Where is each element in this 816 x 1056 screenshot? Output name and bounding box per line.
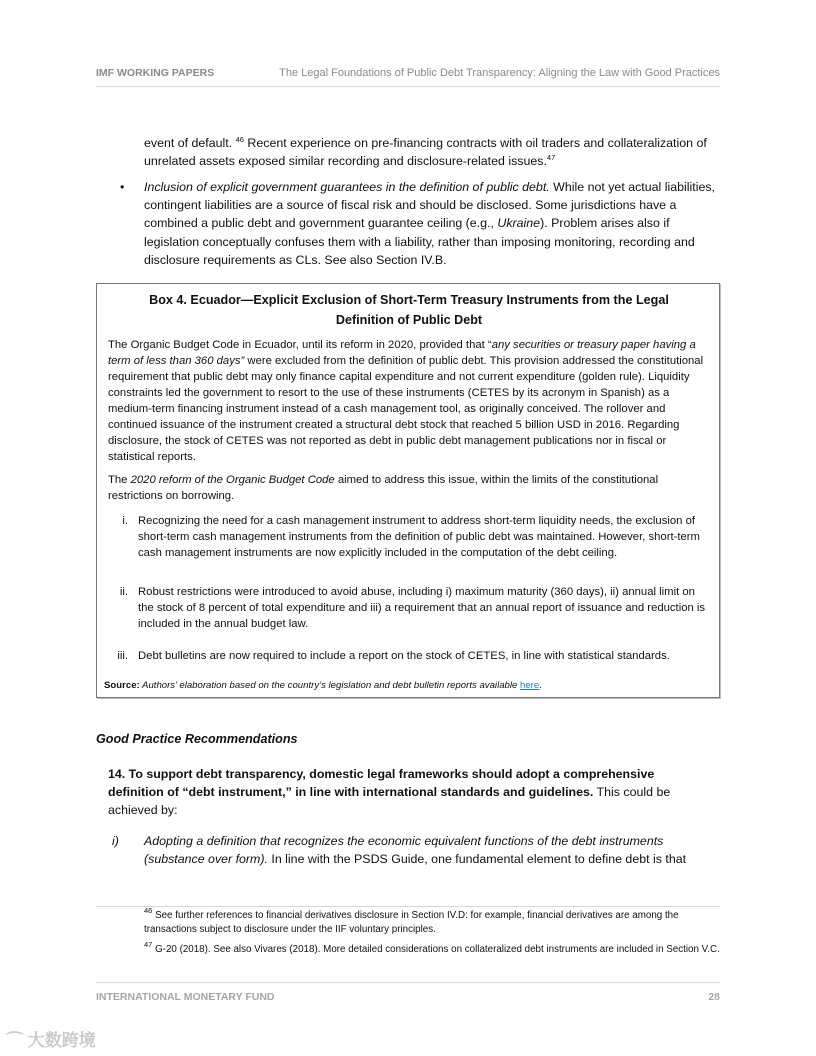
footnote-ref[interactable]: 46 — [235, 135, 244, 144]
footnote-divider — [96, 906, 720, 907]
footnote-46: $^{46}$ See further references to financial derivatives disclosure in Section IV.D: for example, financial derivatives are among the transactions subject to disclosure under the IIF voluntary principles. — [144, 906, 679, 935]
footer-divider — [96, 982, 720, 983]
footnote-47: $^{47}$ G-20 (2018). See also Vivares (2018). More detailed considerations on collateralized debt instruments are included in Section V.C. — [144, 940, 720, 955]
recommendation-item-i: Adopting a definition that recognizes the economic equivalent functions of the debt instruments (substance over form). In line with the PSDS Guide, one fundamental element to define debt is that — [144, 834, 687, 867]
section-heading: Good Practice Recommendations — [96, 732, 298, 746]
box-paragraph-1: The Organic Budget Code in Ecuador, until its reform in 2020, provided that “any securities or treasury paper having a term of less than 360 days” were excluded from the definition of public debt. This provision addressed the constitutional requirement that public debt may only finance capital expenditure and not current expenditure (golden rule). Liquidity constraints led the government to resort to the use of these instruments (CETES by its acronym in Spanish) as a medium-term financing instrument instead of a cash management tool, as originally conceived. The rollover and continued issuance of the instrument created a structural debt stock that reached 5 billion USD in 2016. Regarding disclosure, the stock of CETES was not reported as debt in public debt management publications nor in fiscal or statistical reports. — [108, 339, 704, 463]
box-source: Source: Authors’ elaboration based on the country’s legislation and debt bulletin reports available here. — [104, 680, 542, 691]
header-series: IMF WORKING PAPERS — [96, 67, 215, 79]
box-4 — [96, 283, 720, 698]
page-number: 28 — [708, 991, 720, 1003]
footnote-ref[interactable]: 47 — [546, 153, 556, 163]
box-list-item: iii. Debt bulletins are now required to include a report on the stock of CETES, in line with statistical standards. — [117, 650, 670, 662]
watermark-logo: ⌒ 大数跨境 — [6, 1031, 96, 1050]
source-link[interactable]: here — [520, 680, 540, 691]
header-title: The Legal Foundations of Public Debt Transparency: Aligning the Law with Good Practices — [279, 67, 720, 79]
box-list-item: ii. Robust restrictions were introduced to avoid abuse, including i) maximum maturity (360 days), ii) annual limit on the stock of 8 percent of total expenditure and iii) a requirement that an annual report of issuance and reduction is included in the annual budget law. — [119, 586, 706, 630]
bullet-guarantees: Inclusion of explicit government guarantees in the definition of public debt. While not yet actual liabilities, contingent liabilities are a source of fiscal risk and should be disclosed. Some jurisdictions have a combined a public debt and government guarantee ceiling (e.g., Ukraine). Problem arises also if legislation conceptually confuses them with a liability, rather than imposing monitoring, recording and disclosure requirements as CLs. See also Section IV.B. — [144, 180, 715, 267]
paragraph-continuation: event of default. $^{46}$ Recent experience on pre-financing contracts with oil traders and collateralization of unrelated assets exposed similar recording and disclosure-related issues.$^{47}$ — [144, 135, 707, 169]
box-paragraph-2: The 2020 reform of the Organic Budget Code aimed to address this issue, within the limits of the constitutional restrictions on borrowing. — [108, 474, 659, 502]
bullet-icon: • — [120, 180, 125, 194]
box-list-item: i. Recognizing the need for a cash management instrument to address short-term liquidity needs, the exclusion of short-term cash management instruments from the definition of public debt was maintained. However, short-term cash management instruments are now explicitly included in the computation of the debt ceiling. — [122, 515, 700, 559]
paragraph-14: 14. To support debt transparency, domestic legal frameworks should adopt a comprehensive definition of “debt instrument,” in line with international standards and guidelines. This could be achieved by: — [108, 767, 671, 818]
item-number: i) — [112, 834, 119, 848]
box-title: Box 4. Ecuador—Explicit Exclusion of Short-Term Treasury Instruments from the Legal Definition of Public Debt — [149, 293, 669, 327]
header-divider — [96, 86, 720, 87]
footer-org: INTERNATIONAL MONETARY FUND — [96, 991, 275, 1003]
